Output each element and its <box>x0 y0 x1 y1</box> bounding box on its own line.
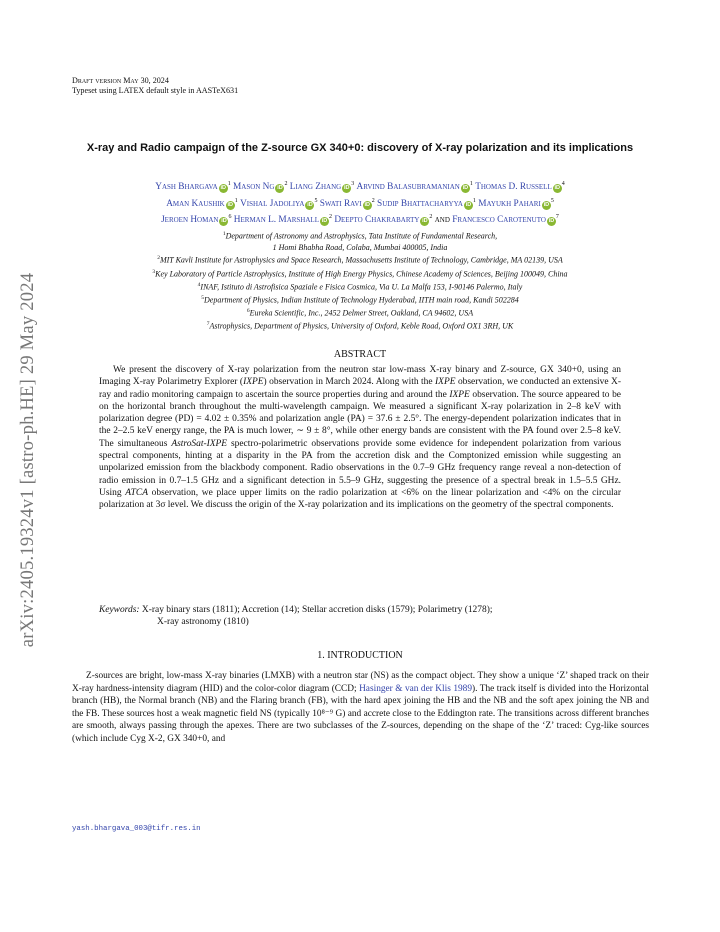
affiliation-text: Department of Physics, Indian Institute of Technology Hyderabad, IITH main road, Kandi 502284 <box>204 295 519 305</box>
author-name: Mayukh Pahari <box>478 198 541 209</box>
author-affiliation-number: 5 <box>314 197 318 204</box>
orcid-icon[interactable]: iD <box>277 185 283 192</box>
affiliation-number: 2 <box>157 255 160 262</box>
orcid-icon[interactable]: iD <box>221 218 227 225</box>
affiliation-text: MIT Kavli Institute for Astrophysics and Space Research, Massachusetts Institute of Technology, Cambridge, MA 02139, USA <box>159 256 563 266</box>
orcid-icon[interactable]: iD <box>422 218 428 225</box>
author-affiliation-number: 2 <box>328 214 332 221</box>
author[interactable] <box>155 182 230 192</box>
affiliation-number: 1 <box>222 231 226 237</box>
orcid-icon[interactable]: iD <box>220 185 226 192</box>
orcid-icon[interactable]: iD <box>465 201 472 208</box>
author-affiliation-number: 1 <box>234 197 238 204</box>
author[interactable] <box>475 182 565 192</box>
author-affiliation-number: 1 <box>227 181 231 187</box>
affiliation-line <box>60 242 660 253</box>
orcid-icon[interactable]: iD <box>343 185 350 192</box>
author[interactable] <box>166 199 238 209</box>
author-name: Swati Ravi <box>319 198 362 209</box>
affiliation-text: Department of Astronomy and Astrophysics, Tata Institute of Fundamental Research, <box>225 231 498 241</box>
affiliation-text: INAF, Istituto di Astrofisica Spaziale e Fisica Cosmica, Via U. La Malfa 153, I-90146 Palermo, Italy <box>200 282 523 292</box>
orcid-icon[interactable]: iD <box>307 201 313 208</box>
orcid-icon[interactable]: iD <box>321 218 328 225</box>
author-name: Aman Kaushik <box>166 198 225 209</box>
keywords-line-1: X-ray binary stars (1811); Accretion (14); Stellar accretion disks (1579); Polarimetry (1278); <box>141 605 493 615</box>
author-affiliation-number: 2 <box>429 214 433 221</box>
affiliation-number: 5 <box>201 294 205 301</box>
introduction-paragraph <box>72 670 649 746</box>
author-affiliation-number: 5 <box>550 197 554 204</box>
affiliation-number: 6 <box>246 307 250 314</box>
affiliation-list <box>60 229 660 332</box>
author[interactable] <box>240 199 317 209</box>
affiliation-text: 1 Homi Bhabha Road, Colaba, Mumbai 400005, India <box>272 243 448 253</box>
author-name: Jeroen Homan <box>161 215 219 226</box>
orcid-icon[interactable]: iD <box>462 185 469 192</box>
affiliation-number: 7 <box>206 320 210 327</box>
affiliation-line <box>60 267 660 280</box>
author-name: Francesco Carotenuto <box>452 215 546 226</box>
author-affiliation-number: 3 <box>351 181 355 187</box>
author[interactable] <box>334 215 432 225</box>
keywords-label: Keywords: <box>99 605 140 615</box>
abstract-text: We present the discovery of X-ray polarization from the neutron star low-mass X-ray binary and Z-source, GX 340+0, using an Imaging X-ray Polarimetry Explorer (IXPE) observation in March 2024. Along with the IXPE observation, we conducted an extensive X-ray and radio monitoring campaign to ascertain the source properties during and around the IXPE observation. The source appeared to be on the horizontal branch throughout the multi-wavelength campaign. We measured a significant X-ray polarization in 2–8 keV with polarization degree (PD) = 4.02 ± 0.35% and polarization angle (PA) = 37.6 ± 2.5°. The energy-dependent polarization indicates that in the 2–2.5 keV energy range, the PA is much lower, ∼ 9 ± 8°, while other energy bands are consistent with the PA found over 2.5–8 keV. The simultaneous AstroSat-IXPE spectro-polarimetric observations provide some evidence for independent polarization from various spectral components, hinting at a disparity in the PA from the accretion disk and the Comptonized emission while suggesting an unpolarized emission from the blackbody component. Radio observations in the 0.7–9 GHz frequency range reveal a non-detection of radio emission in 0.7–1.5 GHz and a significant detection in 5.5–9 GHz, suggesting the presence of a spectral break in 1.5–5.5 GHz. Using ATCA observation, we place upper limits on the radio polarization at <6% on the linear polarization and <4% on the circular polarization at 3σ level. We discuss the origin of the X-ray polarization and its implications on the geometry of the spectral components. <box>99 365 622 511</box>
intro-text-part-1: Z-sources are bright, low-mass X-ray binaries (LMXB) with a neutron star (NS) as the compact object. They show a unique ‘Z’ shaped track on their X-ray hardness-intensity diagram (HID) and the color-color diagram (CCD; <box>72 671 649 694</box>
author-name: Sudip Bhattacharyya <box>377 198 463 209</box>
and-word: and <box>432 215 453 226</box>
author-name: Vishal Jadoliya <box>240 198 305 209</box>
paper-header <box>72 76 238 96</box>
paper-title: X-ray and Radio campaign of the Z-source GX 340+0: discovery of X-ray polarization and its implications <box>86 142 634 154</box>
orcid-icon[interactable]: iD <box>554 185 560 192</box>
author-affiliation-number: 7 <box>555 214 559 221</box>
abstract-heading: ABSTRACT <box>333 349 387 360</box>
affiliation-text: Astrophysics, Department of Physics, University of Oxford, Keble Road, Oxford OX1 3RH, UK <box>209 321 514 331</box>
author-affiliation-number: 1 <box>469 181 473 187</box>
draft-version-line: Draft version May 30, 2024 <box>72 76 169 85</box>
author-name: Liang Zhang <box>289 182 342 193</box>
author[interactable] <box>478 199 554 209</box>
author[interactable] <box>320 199 375 209</box>
footnote-email[interactable]: yash.bhargava_003@tifr.res.in <box>72 825 201 833</box>
author-affiliation-number: 6 <box>228 214 232 221</box>
affiliation-number: 4 <box>197 281 201 288</box>
affiliation-number: 3 <box>152 268 156 275</box>
author[interactable] <box>377 199 476 209</box>
typeset-line: Typeset using LATEX default style in AASTeX631 <box>72 86 239 95</box>
orcid-icon[interactable]: iD <box>543 201 550 208</box>
author[interactable] <box>234 215 332 225</box>
affiliation-line <box>60 229 660 242</box>
keywords-line-2: X-ray astronomy (1810) <box>157 617 249 628</box>
affiliation-line <box>60 253 660 266</box>
orcid-icon[interactable]: iD <box>364 201 370 208</box>
author-affiliation-number: 4 <box>561 181 565 187</box>
author-name: Thomas D. Russell <box>475 182 552 193</box>
author-name: Yash Bhargava <box>155 182 218 193</box>
author[interactable] <box>452 215 559 225</box>
author-name: Mason Ng <box>233 182 275 193</box>
author-name: Deepto Chakrabarty <box>334 215 420 226</box>
author[interactable] <box>290 182 354 192</box>
orcid-icon[interactable]: iD <box>548 218 555 225</box>
author-affiliation-number: 2 <box>371 197 375 204</box>
author-affiliation-number: 2 <box>284 181 288 187</box>
author[interactable] <box>233 182 287 192</box>
affiliation-text: Key Laboratory of Particle Astrophysics, Institute of High Energy Physics, Chinese Academy of Sciences, Beijing 100049, China <box>155 269 568 279</box>
affiliation-line <box>60 306 660 319</box>
intro-text-part-2: ). The track itself is divided into the Horizontal branch (HB), the Normal branch (NB) and the Flaring branch (FB), with the hard apex joining the HB and the NB and the soft apex joining the NB and the FB. These sources host a weak magnetic field NS (typically 10⁸⁻⁹ G) and accrete close to the Eddington rate. The transitions across different branches are smooth, always passing through the apexes. There are two subclasses of the Z-sources, depending on the shape of the ‘Z’ traced: Cyg-like sources (which include Cyg X-2, GX 340+0, and <box>72 683 649 744</box>
arxiv-stamp: arXiv:2405.19324v1 [astro-ph.HE] 29 May 2024 <box>17 272 38 648</box>
affiliation-line <box>60 319 660 332</box>
author-list <box>72 178 648 228</box>
citation-link[interactable]: Hasinger & van der Klis 1989 <box>359 683 473 694</box>
section-heading-introduction: 1. INTRODUCTION <box>317 650 403 661</box>
affiliation-line <box>60 293 660 306</box>
affiliation-line <box>60 280 660 293</box>
affiliation-text: Eureka Scientific, Inc., 2452 Delmer Street, Oakland, CA 94602, USA <box>249 308 474 318</box>
author-affiliation-number: 1 <box>472 197 476 204</box>
orcid-icon[interactable]: iD <box>227 201 233 208</box>
author-name: Arvind Balasubramanian <box>356 182 460 193</box>
author[interactable] <box>161 215 231 225</box>
author[interactable] <box>357 182 473 192</box>
author-name: Herman L. Marshall <box>233 215 319 226</box>
keywords <box>99 604 621 629</box>
